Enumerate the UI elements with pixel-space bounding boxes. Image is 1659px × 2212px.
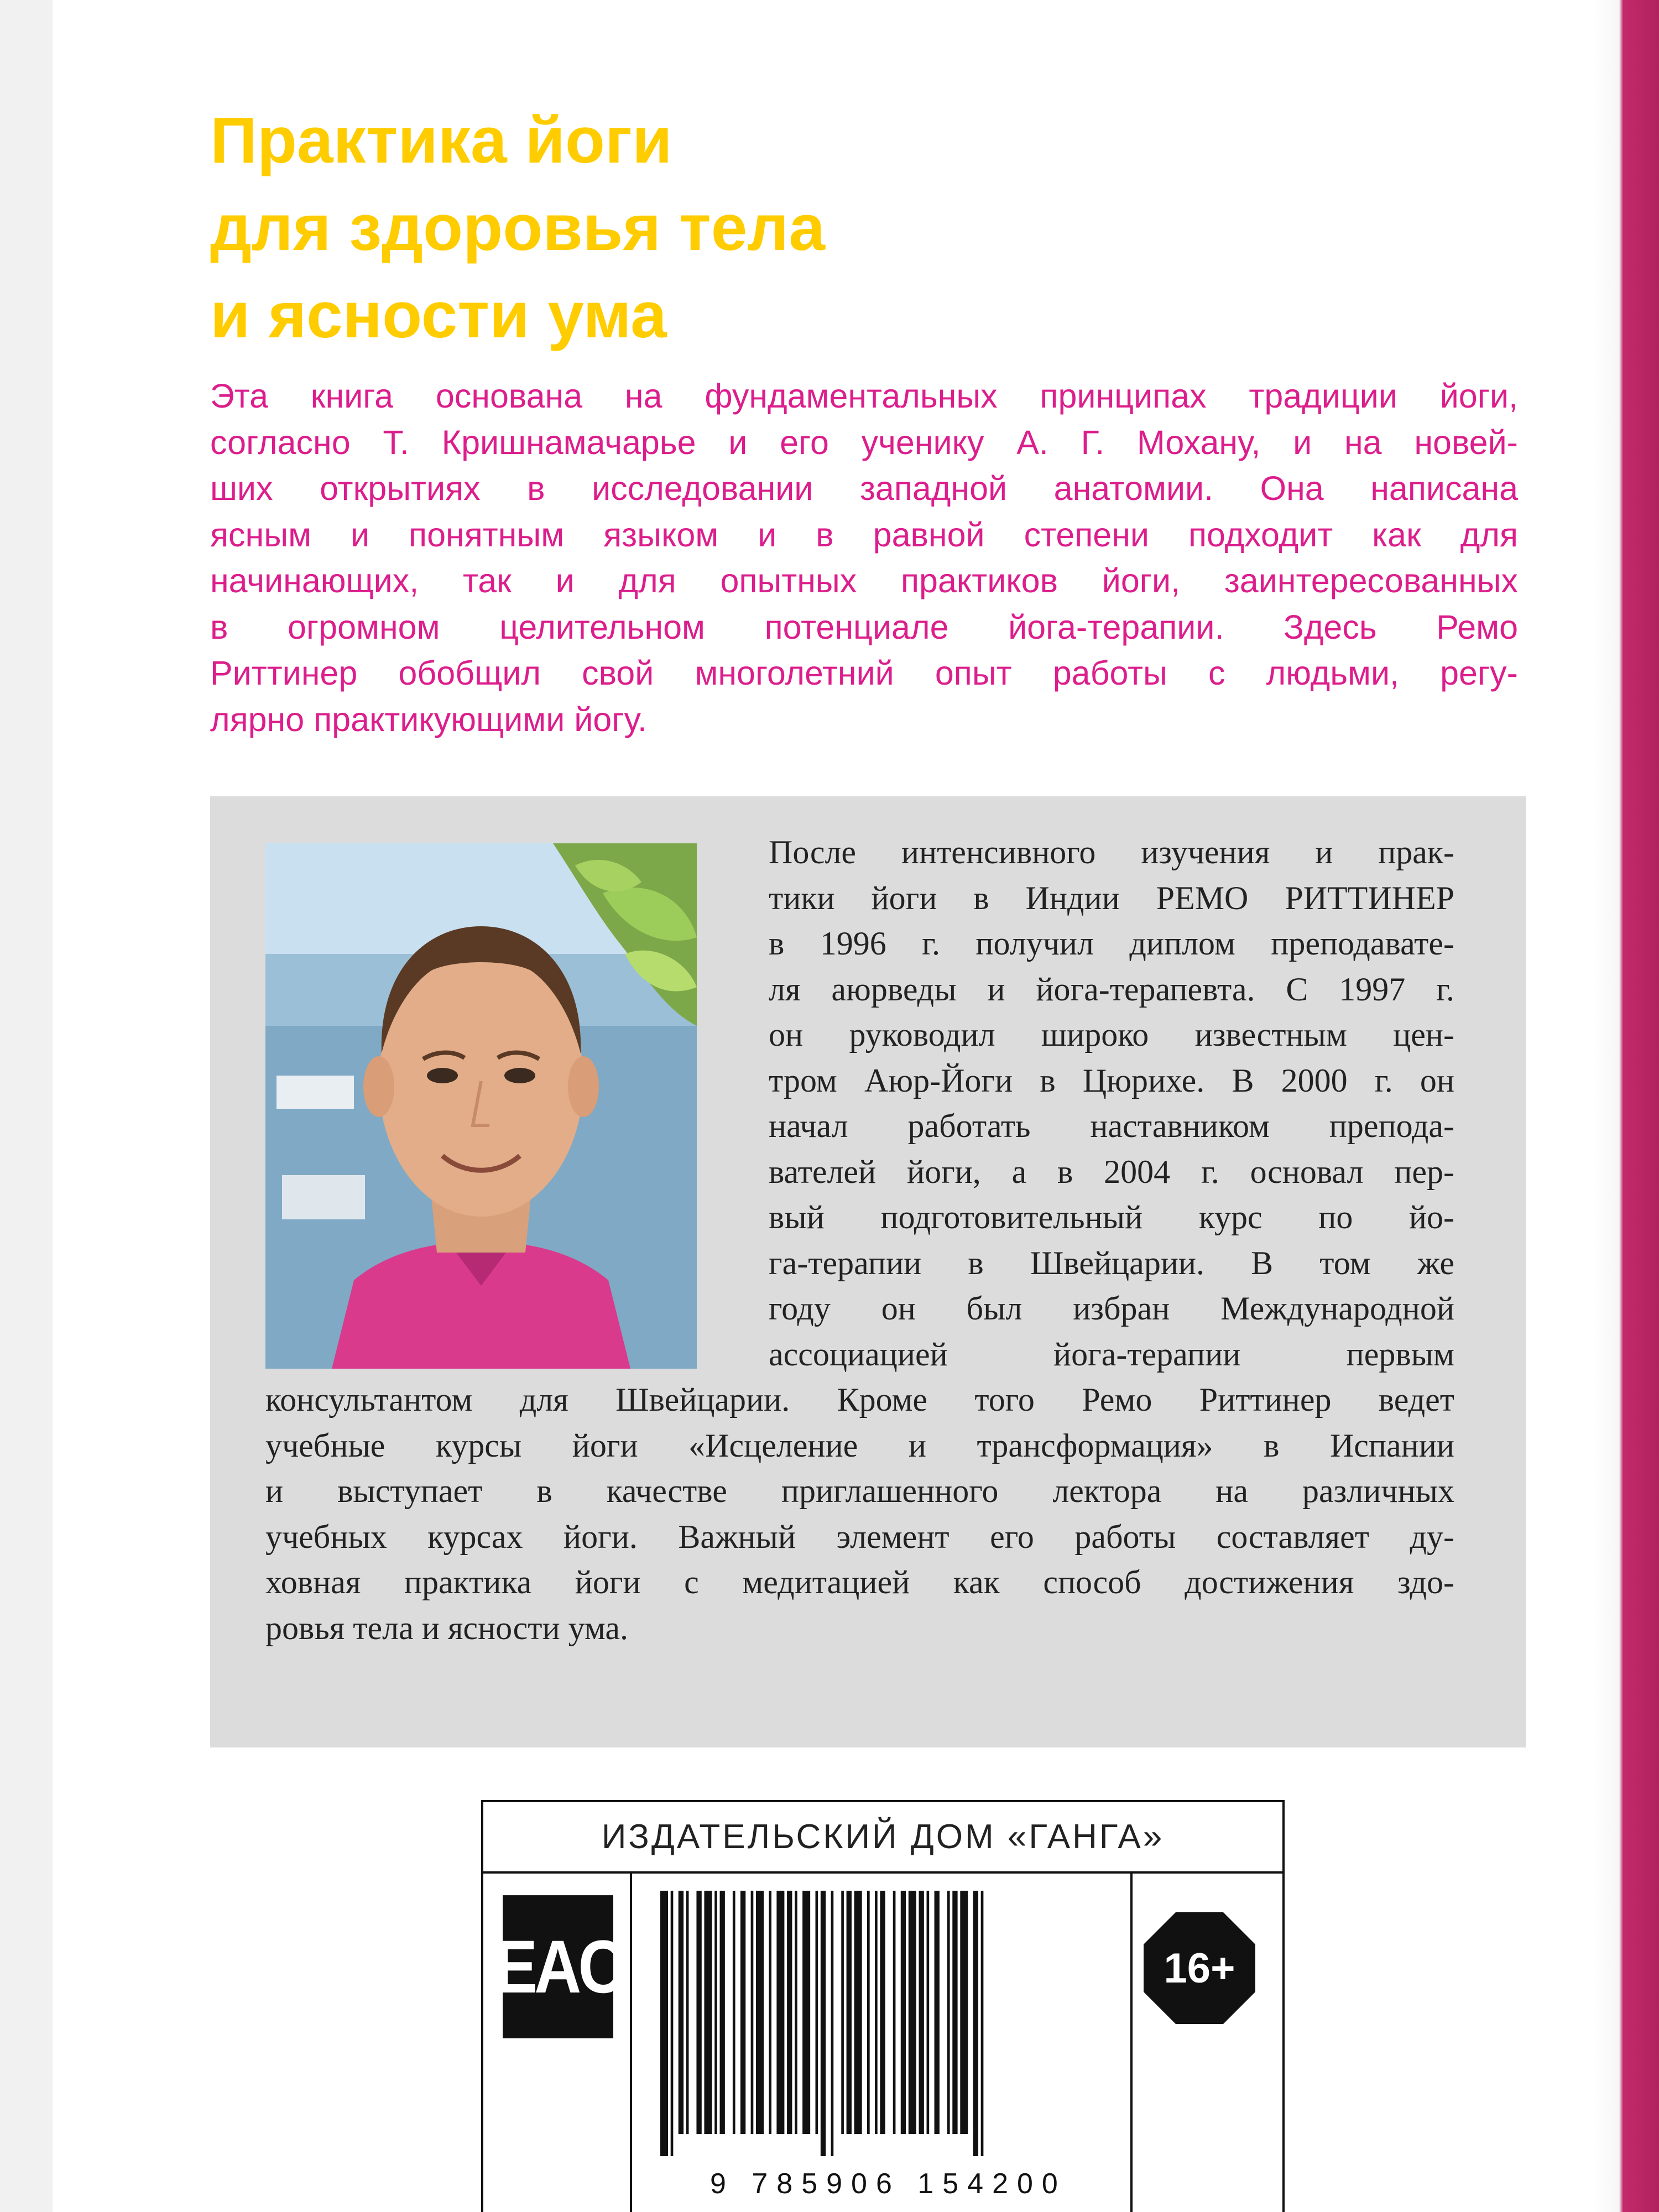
barcode-bar [686, 1891, 689, 2134]
barcode-bar [919, 1891, 924, 2134]
barcode-bar [854, 1891, 862, 2134]
barcode-bar [927, 1891, 930, 2134]
barcode-bar [831, 1891, 834, 2156]
bio-line: ассоциацией йога-терапии первым [769, 1335, 1454, 1373]
barcode-bar [751, 1891, 754, 2134]
barcode-bars [638, 1891, 1125, 2167]
barcode-bar [787, 1891, 792, 2134]
bio-line: вателей йоги, а в 2004 г. основал пер- [769, 1153, 1454, 1190]
bio-line: консультантом для Швейцарии. Кроме того Ремо Риттинер ведет [265, 1381, 1454, 1418]
barcode-bar [733, 1891, 735, 2134]
barcode-bar [802, 1891, 810, 2134]
publisher-imprint-box [481, 1800, 1285, 2212]
bio-line: и выступает в качестве приглашенного лектора на различных [265, 1473, 1454, 1509]
description-line: ясным и понятным языком и в равной степени подходит как для [210, 515, 1518, 554]
box-divider [630, 1874, 632, 2212]
eac-certification-mark: EAC [503, 1895, 613, 2038]
barcode-bar [893, 1891, 896, 2134]
description-line: Эта книга основана на фундаментальных принципах традиции йоги, [210, 377, 1518, 415]
barcode-bar [875, 1891, 878, 2134]
author-bio-box [210, 796, 1526, 1747]
author-bio-column [769, 830, 1454, 1377]
bio-line: тики йоги в Индии РЕМО РИТТИНЕР [769, 879, 1454, 916]
barcode-bar [740, 1891, 745, 2134]
bio-line: году он был избран Международной [769, 1290, 1454, 1327]
age-rating-badge [1141, 1910, 1258, 2026]
age-rating-label: 16+ [1164, 1944, 1235, 1992]
description-line: Риттинер обобщил свой многолетний опыт работы с людьми, регу- [210, 654, 1518, 692]
barcode-bar [821, 1891, 826, 2156]
scan-margin [0, 0, 53, 2212]
author-photo [265, 843, 697, 1369]
title-line: и ясности ума [210, 279, 667, 352]
barcode-bar [841, 1891, 844, 2134]
isbn-number: 9 785906 154200 [710, 2168, 1067, 2200]
bio-line: в 1996 г. получил диплом преподавате- [769, 925, 1454, 962]
bio-line: учебных курсах йоги. Важный элемент его работы составляет ду- [265, 1518, 1454, 1555]
title-line: Практика йоги [210, 104, 672, 177]
publisher-name: ИЗДАТЕЛЬСКИЙ ДОМ «ГАНГА» [483, 1802, 1282, 1874]
barcode-bar [981, 1891, 984, 2156]
barcode-bar [776, 1891, 784, 2134]
barcode-bar [935, 1891, 940, 2134]
barcode-bar [867, 1891, 870, 2134]
bio-line: тром Аюр-Йоги в Цюрихе. В 2000 г. он [769, 1062, 1454, 1099]
author-bio-continued [265, 1377, 1454, 1651]
bio-line: ля аюрведы и йога-терапевта. С 1997 г. [769, 971, 1454, 1008]
barcode-bar [696, 1891, 701, 2134]
barcode-bar [756, 1891, 764, 2134]
description-line: согласно Т. Кришнамачарье и его ученику А. Г. Мохану, и на новей- [210, 423, 1518, 461]
bio-line: начал работать наставником препода- [769, 1108, 1454, 1144]
bio-line: учебные курсы йоги «Исцеление и трансформация» в Испании [265, 1427, 1454, 1464]
barcode-bar [714, 1891, 717, 2134]
barcode-bar [960, 1891, 968, 2134]
barcode-bar [671, 1891, 674, 2156]
barcode-bar [660, 1891, 668, 2156]
barcode-bar [704, 1891, 712, 2134]
description-line: лярно практикующими йогу. [210, 700, 647, 738]
box-divider [1130, 1874, 1133, 2212]
description-line: начинающих, так и для опытных практиков йоги, заинтересованных [210, 562, 1518, 599]
isbn-barcode [638, 1891, 1125, 2200]
barcode-bar [973, 1891, 978, 2156]
barcode-bar [679, 1891, 684, 2134]
title-line: для здоровья тела [210, 191, 826, 264]
barcode-bar [952, 1891, 957, 2134]
description-line: в огромном целительном потенциале йога-терапии. Здесь Ремо [210, 608, 1518, 646]
bio-line: вый подготовительный курс по йо- [769, 1199, 1454, 1235]
barcode-bar [909, 1891, 916, 2134]
cover-panel [53, 0, 1593, 2212]
book-description [210, 373, 1518, 743]
description-line: ших открытиях в исследовании западной анатомии. Она написана [210, 469, 1518, 507]
bio-line: га-терапии в Швейцарии. В том же [769, 1244, 1454, 1281]
bio-line: После интенсивного изучения и прак- [769, 834, 1454, 870]
bio-line: ровья тела и ясности ума. [265, 1609, 629, 1646]
barcode-bar [769, 1891, 771, 2134]
barcode-bar [880, 1891, 885, 2134]
book-spine-edge [1593, 0, 1659, 2212]
barcode-bar [901, 1891, 906, 2134]
barcode-bar [847, 1891, 852, 2134]
barcode-bar [816, 1891, 818, 2134]
barcode-bar [720, 1891, 725, 2134]
book-title [210, 97, 1482, 359]
bio-line: ховная практика йоги с медитацией как способ достижения здо- [265, 1564, 1454, 1600]
bio-line: он руководил широко известным цен- [769, 1016, 1454, 1053]
barcode-bar [947, 1891, 950, 2134]
barcode-bar [795, 1891, 797, 2134]
